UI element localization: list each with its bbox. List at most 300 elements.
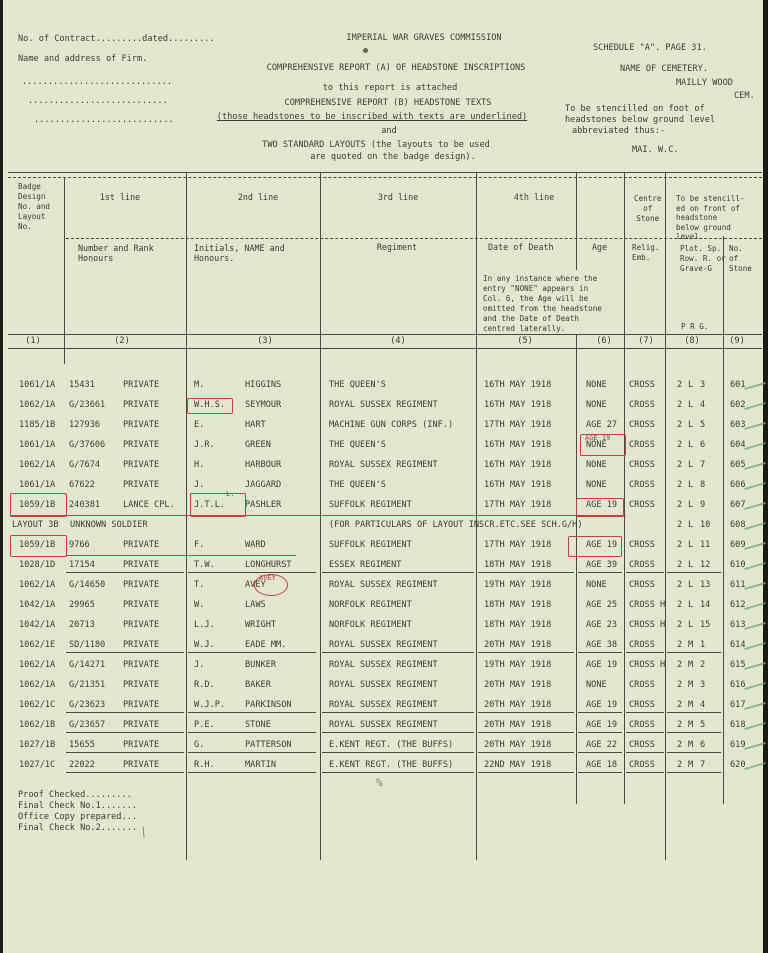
cell-date: 20TH MAY 1918 [484, 720, 552, 730]
cell-badge: 1062/1A [19, 580, 56, 590]
stencil-abbrev: MAI. W.C. [632, 145, 679, 155]
cell-row: M [688, 740, 694, 750]
cell-grave: 3 [700, 380, 706, 390]
schedule-page: SCHEDULE "A". PAGE 31. [593, 43, 707, 53]
text-underline [478, 772, 574, 773]
cell-rank: PRIVATE [123, 460, 160, 470]
col3-subtitle: Initials, NAME and Honours. [194, 243, 285, 263]
cell-badge: LAYOUT 3B [12, 520, 59, 530]
cell-init: T. [194, 580, 205, 590]
cell-plot: 2 [677, 400, 683, 410]
cell-stone: 613 [730, 620, 746, 630]
cell-num: 67622 [69, 480, 95, 490]
scan-edge-left [0, 0, 3, 953]
cell-rank: PRIVATE [123, 680, 160, 690]
cell-badge: 1062/1A [19, 400, 56, 410]
text-underline [478, 752, 574, 753]
cell-row: L [688, 580, 694, 590]
scan-edge-right [763, 0, 768, 953]
cell-num: 22022 [69, 760, 95, 770]
cell-num: 127936 [69, 420, 101, 430]
cell-grave: 14 [700, 600, 711, 610]
cell-grave: 2 [700, 660, 706, 670]
cell-row: L [688, 500, 694, 510]
cell-init: W.J. [194, 640, 215, 650]
cell-rank: PRIVATE [123, 400, 160, 410]
cell-name: JAGGARD [245, 480, 282, 490]
cell-plot: 2 [677, 420, 683, 430]
cell-row: L [688, 460, 694, 470]
cell-name: HART [245, 420, 266, 430]
cell-badge: 1042/1A [19, 600, 56, 610]
cell-init: L.J. [194, 620, 215, 630]
text-underline [66, 572, 184, 573]
cell-init: E. [194, 420, 205, 430]
cell-name: WARD [245, 540, 266, 550]
cell-emb: CROSS [629, 640, 655, 650]
cell-name: PARKINSON [245, 700, 292, 710]
cell-reg: ROYAL SUSSEX REGIMENT [329, 660, 438, 670]
cell-badge: 1059/1B [19, 500, 56, 510]
cell-date: 20TH MAY 1918 [484, 740, 552, 750]
cell-emb: CROSS [629, 580, 655, 590]
cell-stone: 603 [730, 420, 746, 430]
cell-name: STONE [245, 720, 271, 730]
cell-init: W.J.P. [194, 700, 226, 710]
text-underline [667, 712, 721, 713]
cell-reg: ROYAL SUSSEX REGIMENT [329, 700, 438, 710]
cell-badge: 1028/1D [19, 560, 56, 570]
initial-mark: % [376, 776, 383, 789]
text-underline [626, 712, 664, 713]
red-underline-ward [66, 555, 296, 556]
cell-grave: 13 [700, 580, 711, 590]
colnum-2: (2) [114, 336, 130, 346]
subheader-dash [66, 238, 762, 239]
red-box-initials-seymour [187, 398, 233, 414]
colnum-6: (6) [596, 336, 612, 346]
cell-date: 20TH MAY 1918 [484, 640, 552, 650]
cell-badge: 1062/1E [19, 640, 56, 650]
cell-age: NONE [586, 680, 607, 690]
cell-age: AGE 23 [586, 620, 618, 630]
cell-date: 18TH MAY 1918 [484, 600, 552, 610]
cell-age: AGE 18 [586, 760, 618, 770]
cell-stone: 604 [730, 440, 746, 450]
cell-age: NONE [586, 460, 607, 470]
text-underline [188, 732, 316, 733]
cell-init: H. [194, 460, 205, 470]
cell-emb: CROSS H [629, 660, 666, 670]
cell-grave: 6 [700, 740, 706, 750]
text-underline [478, 732, 574, 733]
cell-plot: 2 [677, 580, 683, 590]
colnum-5: (5) [517, 336, 533, 346]
cell-reg: SUFFOLK REGIMENT [329, 500, 412, 510]
cell-grave: 11 [700, 540, 711, 550]
cell-init: M. [194, 380, 205, 390]
cell-stone: 616 [730, 680, 746, 690]
cell-age: AGE 22 [586, 740, 618, 750]
cell-emb: CROSS [629, 480, 655, 490]
cemetery-name: MAILLY WOOD [676, 78, 733, 88]
cell-date: 20TH MAY 1918 [484, 680, 552, 690]
vline-8 [723, 236, 724, 804]
cell-badge: 1062/1A [19, 660, 56, 670]
col1-header: Badge Design No. and Layout No. [18, 182, 51, 231]
cell-row: L [688, 440, 694, 450]
colnum-4: (4) [390, 336, 406, 346]
table-top-dash [8, 177, 762, 178]
red-box-badge-ward [10, 535, 67, 557]
cell-rank: PRIVATE [123, 600, 160, 610]
cell-badge: 1027/1B [19, 740, 56, 750]
cell-name: BUNKER [245, 660, 277, 670]
cell-row: M [688, 700, 694, 710]
punch-hole [363, 48, 368, 53]
cell-init: J. [194, 480, 205, 490]
cell-rank: PRIVATE [123, 760, 160, 770]
cell-date: 18TH MAY 1918 [484, 620, 552, 630]
cell-row: L [688, 540, 694, 550]
cell-stone: 614 [730, 640, 746, 650]
vline-6 [624, 172, 625, 804]
cell-stone: 617 [730, 700, 746, 710]
report-b-title: COMPREHENSIVE REPORT (B) HEADSTONE TEXTS [284, 98, 492, 108]
cell-num: G/23657 [69, 720, 106, 730]
cell-name: WRIGHT [245, 620, 277, 630]
cell-reg: ROYAL SUSSEX REGIMENT [329, 460, 438, 470]
contract-line: No. of Contract.........dated......... [18, 34, 215, 44]
red-box-initials-pashler [190, 490, 246, 517]
text-underline [322, 712, 474, 713]
text-underline [188, 572, 316, 573]
cell-plot: 2 [677, 560, 683, 570]
cell-grave: 4 [700, 400, 706, 410]
text-underline [188, 772, 316, 773]
cell-age: NONE [586, 580, 607, 590]
col7-title: Centre of Stone [634, 194, 662, 223]
text-underline [626, 652, 664, 653]
cell-badge: 1062/1B [19, 720, 56, 730]
text-underline [578, 652, 622, 653]
cell-reg: ESSEX REGIMENT [329, 560, 402, 570]
cell-num: 20713 [69, 620, 95, 630]
colnum-rule-top [8, 334, 762, 335]
cell-reg: THE QUEEN'S [329, 380, 386, 390]
text-underline [66, 772, 184, 773]
cell-num: G/14271 [69, 660, 106, 670]
firm-dots-2: ........................... [28, 96, 168, 106]
red-underline-pashler [10, 515, 626, 516]
cell-init: R.D. [194, 680, 215, 690]
cell-stone: 609 [730, 540, 746, 550]
cell-rank: PRIVATE [123, 420, 160, 430]
cell-emb: CROSS [629, 720, 655, 730]
cell-reg: E.KENT REGT. (THE BUFFS) [329, 760, 454, 770]
cell-age: NONE [586, 440, 607, 450]
cell-badge: 1062/1C [19, 700, 56, 710]
text-underline [478, 572, 574, 573]
attached-note: to this report is attached [322, 83, 458, 93]
cell-name: PATTERSON [245, 740, 292, 750]
cell-row: M [688, 680, 694, 690]
text-underline [626, 572, 664, 573]
cell-plot: 2 [677, 640, 683, 650]
cell-init: J.R. [194, 440, 215, 450]
cell-stone: 606 [730, 480, 746, 490]
cell-name: PASHLER [245, 500, 282, 510]
cell-emb: CROSS [629, 400, 655, 410]
cell-num: G/14650 [69, 580, 106, 590]
cell-num: 29965 [69, 600, 95, 610]
cell-rank: LANCE CPL. [123, 500, 175, 510]
cell-stone: 607 [730, 500, 746, 510]
text-underline [188, 652, 316, 653]
cell-plot: 2 [677, 660, 683, 670]
cell-date: 17TH MAY 1918 [484, 500, 552, 510]
cell-rank: PRIVATE [123, 560, 160, 570]
cell-age: AGE 38 [586, 640, 618, 650]
cell-rank: PRIVATE [123, 720, 160, 730]
red-lance-note: L. [226, 490, 235, 498]
cell-age: AGE 27 [586, 420, 618, 430]
check-proof: Proof Checked......... [18, 790, 132, 800]
text-underline [578, 772, 622, 773]
text-underline [667, 752, 721, 753]
cell-badge: 1061/1A [19, 380, 56, 390]
cell-num: G/23661 [69, 400, 106, 410]
cell-grave: 10 [700, 520, 711, 530]
cell-num: G/37606 [69, 440, 106, 450]
cell-grave: 7 [700, 460, 706, 470]
cell-init: W.H.S. [194, 400, 226, 410]
cell-badge: 1061/1A [19, 480, 56, 490]
cell-row: L [688, 520, 694, 530]
cell-rank: PRIVATE [123, 620, 160, 630]
cell-num: 240381 [69, 500, 101, 510]
cell-plot: 2 [677, 480, 683, 490]
cell-grave: 3 [700, 680, 706, 690]
cell-stone: 608 [730, 520, 746, 530]
cell-reg: MACHINE GUN CORPS (INF.) [329, 420, 454, 430]
cell-age: AGE 19 [586, 540, 618, 550]
layouts-note-1: TWO STANDARD LAYOUTS (the layouts to be used [262, 140, 490, 150]
vline-5-top [576, 172, 577, 270]
cell-reg: ROYAL SUSSEX REGIMENT [329, 680, 438, 690]
cell-emb: CROSS [629, 440, 655, 450]
cell-reg: ROYAL SUSSEX REGIMENT [329, 640, 438, 650]
cell-age: AGE 19 [586, 700, 618, 710]
cell-row: L [688, 620, 694, 630]
cell-date: 17TH MAY 1918 [484, 420, 552, 430]
cell-name: HIGGINS [245, 380, 282, 390]
text-underline [667, 572, 721, 573]
col3-title: 2nd line [237, 192, 279, 202]
cell-plot: 2 [677, 680, 683, 690]
colnum-8: (8) [684, 336, 700, 346]
text-underline [66, 712, 184, 713]
none-note: In any instance where the entry "NONE" appears in Col. 6, the Age will be omitted from the headstone and the Date of Death centred laterally. [483, 274, 602, 333]
red-avey-note: AVEY [259, 574, 276, 582]
cemetery-label: NAME OF CEMETERY. [620, 64, 708, 74]
stencil-note-2: headstones below ground level [565, 115, 716, 125]
cell-plot: 2 [677, 540, 683, 550]
cell-name: LAWS [245, 600, 266, 610]
vline-5 [576, 334, 577, 804]
cell-reg: ROYAL SUSSEX REGIMENT [329, 400, 438, 410]
cell-emb: CROSS [629, 760, 655, 770]
cell-date: 18TH MAY 1918 [484, 560, 552, 570]
cell-stone: 619 [730, 740, 746, 750]
cell-rank: PRIVATE [123, 380, 160, 390]
firm-dots-3: ........................... [34, 115, 174, 125]
cell-stone: 610 [730, 560, 746, 570]
text-underline [322, 652, 474, 653]
cell-age: AGE 25 [586, 600, 618, 610]
cell-date: 16TH MAY 1918 [484, 440, 552, 450]
col5-title: 4th line [513, 192, 555, 202]
cell-reg: ROYAL SUSSEX REGIMENT [329, 580, 438, 590]
cell-num: 15431 [69, 380, 95, 390]
cell-grave: 5 [700, 420, 706, 430]
cell-stone: 611 [730, 580, 746, 590]
cell-date: 19TH MAY 1918 [484, 580, 552, 590]
cell-emb: CROSS [629, 740, 655, 750]
cell-emb: CROSS [629, 380, 655, 390]
cell-reg: THE QUEEN'S [329, 440, 386, 450]
firm-label: Name and address of Firm. [18, 54, 148, 64]
cell-init: T.W. [194, 560, 215, 570]
cell-date: 17TH MAY 1918 [484, 540, 552, 550]
cell-rank: PRIVATE [123, 700, 160, 710]
cell-row: M [688, 720, 694, 730]
cell-init: F. [194, 540, 205, 550]
cell-stone: 618 [730, 720, 746, 730]
cell-plot: 2 [677, 740, 683, 750]
cell-row: L [688, 480, 694, 490]
colnum-7: (7) [638, 336, 654, 346]
pencil-scribble: / [136, 824, 151, 840]
text-underline [478, 712, 574, 713]
cell-plot: 2 [677, 620, 683, 630]
underline-note: (those headstones to be inscribed with texts are underlined) [216, 112, 528, 122]
cell-plot: 2 [677, 500, 683, 510]
cell-badge: 1059/1B [19, 540, 56, 550]
text-underline [322, 772, 474, 773]
report-a-title: COMPREHENSIVE REPORT (A) OF HEADSTONE INSCRIPTIONS [266, 63, 526, 73]
cell-badge: 1062/1A [19, 680, 56, 690]
cell-badge: 1027/1C [19, 760, 56, 770]
cell-date: 16TH MAY 1918 [484, 460, 552, 470]
cell-grave: 6 [700, 440, 706, 450]
cell-name: EADE MM. [245, 640, 287, 650]
cell-date: 16TH MAY 1918 [484, 380, 552, 390]
text-underline [626, 732, 664, 733]
cell-rank: PRIVATE [123, 740, 160, 750]
colnum-1: (1) [25, 336, 41, 346]
cell-emb: CROSS H [629, 600, 666, 610]
cell-reg: NORFOLK REGIMENT [329, 600, 412, 610]
cell-row: L [688, 400, 694, 410]
cell-date: 16TH MAY 1918 [484, 480, 552, 490]
cell-reg: ROYAL SUSSEX REGIMENT [329, 720, 438, 730]
cell-row: M [688, 640, 694, 650]
red-box-age-ward [568, 536, 622, 557]
cell-stone: 612 [730, 600, 746, 610]
cell-row: L [688, 380, 694, 390]
col8-title: To be stencill- ed on front of headstone below ground level. [676, 194, 745, 241]
cell-emb: CROSS [629, 560, 655, 570]
text-underline [66, 732, 184, 733]
cell-row: L [688, 600, 694, 610]
cell-emb: CROSS H [629, 620, 666, 630]
cell-age: NONE [586, 400, 607, 410]
cell-emb: CROSS [629, 460, 655, 470]
cell-emb: CROSS [629, 680, 655, 690]
text-underline [667, 772, 721, 773]
cell-age: NONE [586, 480, 607, 490]
cell-row: M [688, 660, 694, 670]
cell-init: W. [194, 600, 205, 610]
text-underline [478, 652, 574, 653]
red-box-badge-pashler [10, 493, 67, 517]
col9-subtitle: No. of Stone [729, 244, 752, 273]
text-underline [667, 652, 721, 653]
cell-badge: 1042/1A [19, 620, 56, 630]
col2-title: 1st line [99, 192, 141, 202]
cell-rank: PRIVATE [123, 480, 160, 490]
text-underline [626, 772, 664, 773]
cell-emb: CROSS [629, 420, 655, 430]
cell-num: SD/1180 [69, 640, 106, 650]
cell-plot: 2 [677, 700, 683, 710]
check-office-copy: Office Copy prepared... [18, 812, 137, 822]
cell-stone: 620 [730, 760, 746, 770]
text-underline [322, 732, 474, 733]
cell-grave: 1 [700, 640, 706, 650]
cell-name: SEYMOUR [245, 400, 282, 410]
cell-reg: SUFFOLK REGIMENT [329, 540, 412, 550]
cell-age: NONE [586, 380, 607, 390]
cell-init: P.E. [194, 720, 215, 730]
cell-num: G/23623 [69, 700, 106, 710]
cell-init: J.T.L. [194, 500, 226, 510]
cell-emb: CROSS [629, 540, 655, 550]
cell-rank: PRIVATE [123, 580, 160, 590]
col6-subtitle: Age [592, 242, 608, 252]
cell-date: 16TH MAY 1918 [484, 400, 552, 410]
cell-name: GREEN [245, 440, 271, 450]
col7-subtitle: Relig. Emb. [632, 243, 660, 262]
cell-row: M [688, 760, 694, 770]
cell-num: UNKNOWN SOLDIER [70, 520, 148, 530]
cell-name: LONGHURST [245, 560, 292, 570]
col2-subtitle: Number and Rank Honours [78, 243, 154, 263]
cell-reg: (FOR PARTICULARS OF LAYOUT INSCR.ETC.SEE SCH.G/H) [329, 520, 583, 530]
text-underline [578, 712, 622, 713]
stencil-note-3: abbreviated thus:- [572, 126, 666, 136]
cell-age: AGE 39 [586, 560, 618, 570]
red-age-note: AGE 19 [585, 434, 611, 442]
text-underline [667, 732, 721, 733]
vline-7 [665, 172, 666, 860]
col4-subtitle: Regiment [376, 242, 418, 252]
cell-reg: THE QUEEN'S [329, 480, 386, 490]
cell-row: L [688, 420, 694, 430]
cell-stone: 615 [730, 660, 746, 670]
cell-grave: 5 [700, 720, 706, 730]
